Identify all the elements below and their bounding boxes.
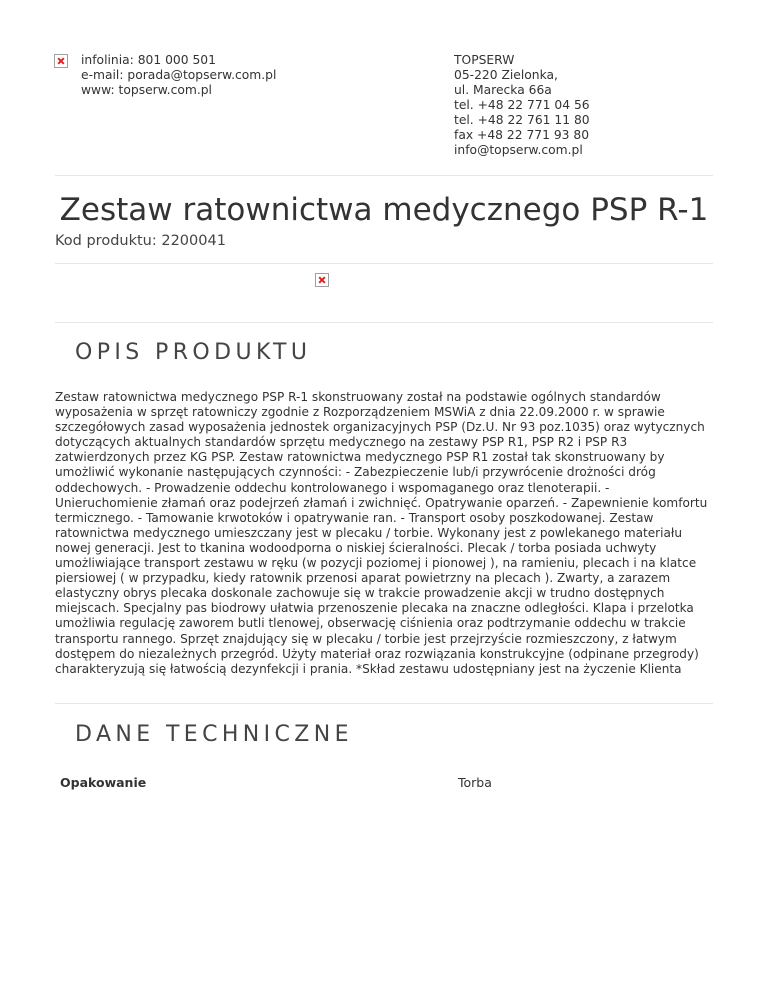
description-line: oddechowych. - Prowadzenie oddechu kontrolowanego i wspomaganego oraz tlenoterapii. - [55, 480, 610, 495]
website-line: www: topserw.com.pl [81, 83, 212, 97]
phone-line: infolinia: 801 000 501 [81, 53, 216, 67]
description-line: charakteryzują się łatwością dezynfekcji i prania. *Skład zestawu udostępniany jest na życzenie Klienta [55, 661, 682, 676]
address-fax: fax +48 22 771 93 80 [454, 128, 590, 142]
description-line: Unieruchomienie złamań oraz podejrzeń złamań i zwichnięć. Opatrywanie oparzeń. - Zapewnienie komfortu [55, 495, 708, 510]
email-line: e-mail: porada@topserw.com.pl [81, 68, 277, 82]
company-name: TOPSERW [454, 53, 515, 67]
description-line: transportu rannego. Sprzęt znajdujący się w plecaku / torbie jest przejrzyście rozmieszczony, z łatwym [55, 631, 677, 646]
description-line: ratownictwa medycznego umieszczany jest w plecaku / torbie. Wykonany jest z powlekanego materiału [55, 525, 683, 540]
address-email: info@topserw.com.pl [454, 143, 583, 157]
header-divider [55, 175, 713, 176]
spec-label: Opakowanie [60, 775, 147, 790]
contact-info [81, 53, 276, 98]
product-title: Zestaw ratownictwa medycznego PSP R-1 [59, 192, 709, 228]
description-line: piersiowej ( w przypadku, kiedy ratownik przenosi aparat powietrzny na plecach ). Zwarty, a zarazem [55, 571, 671, 586]
image-divider [55, 322, 713, 323]
description-line: wyposażenia w sprzęt ratowniczy zgodnie z Rozporządzeniem MSWiA z dnia 22.09.2000 r. w sprawie [55, 405, 665, 420]
spec-value: Torba [458, 775, 492, 790]
description-line: umożliwić wykonanie następujących czynności: - Zabezpieczenie lub/i przywrócenie drożności dróg [55, 465, 656, 480]
description-line: zatwierdzonych przez KG PSP. Zestaw ratownictwa medycznego PSP R1 został tak skonstruowany by [55, 450, 665, 465]
spec-row-packaging [55, 775, 713, 793]
description-text [55, 390, 715, 677]
title-divider [55, 263, 713, 264]
description-line: miejscach. Specjalny pas biodrowy ułatwia przenoszenie plecaka na znaczne odległości. Klapa i przelotka [55, 601, 694, 616]
description-line: szczegółowych zasad wyposażenia jednostek organizacyjnych PSP (Dz.U. Nr 93 poz.1035) oraz wytycznych [55, 420, 705, 435]
address-phone-2: tel. +48 22 761 11 80 [454, 113, 590, 127]
address-street: ul. Marecka 66a [454, 83, 552, 97]
address-city: 05-220 Zielonka, [454, 68, 558, 82]
description-heading: OPIS PRODUKTU [75, 340, 312, 365]
description-line: dostępem do niezależnych przegród. Użyty materiał oraz rozwiązania konstrukcyjne (odpinane przegrody) [55, 646, 699, 661]
company-address [454, 53, 590, 158]
description-line: termicznego. - Tamowanie krwotoków i opatrywanie ran. - Transport osoby poszkodowanej. Zestaw [55, 510, 654, 525]
technical-heading: DANE TECHNICZNE [75, 722, 353, 747]
logo-broken-image-icon [54, 54, 68, 68]
description-divider [55, 703, 713, 704]
description-line: umożliwia regulację zaworem butli tlenowej, obserwację ciśnienia oraz podtrzymanie oddechu w trakcie [55, 616, 686, 631]
description-line: umożliwiające transport zestawu w ręku (w pozycji poziomej i pionowej ), na ramieniu, plecach i na klatce [55, 556, 697, 571]
description-line: dotyczących aktualnych standardów sprzętu medycznego na zestawy PSP R1, PSP R2 i PSP R3 [55, 435, 628, 450]
address-phone-1: tel. +48 22 771 04 56 [454, 98, 590, 112]
description-line: elastyczny obrys plecaka doskonale zachowuje się w trakcie prowadzenie akcji w trudno dostępnych [55, 586, 665, 601]
description-line: nowej generacji. Jest to tkanina wodoodporna o niskiej ścieralności. Plecak / torba posiada uchwyty [55, 540, 657, 555]
product-code: Kod produktu: 2200041 [55, 233, 226, 249]
description-line: Zestaw ratownictwa medycznego PSP R-1 skonstruowany został na podstawie ogólnych standardów [55, 390, 661, 404]
product-image-broken-icon [315, 273, 329, 287]
